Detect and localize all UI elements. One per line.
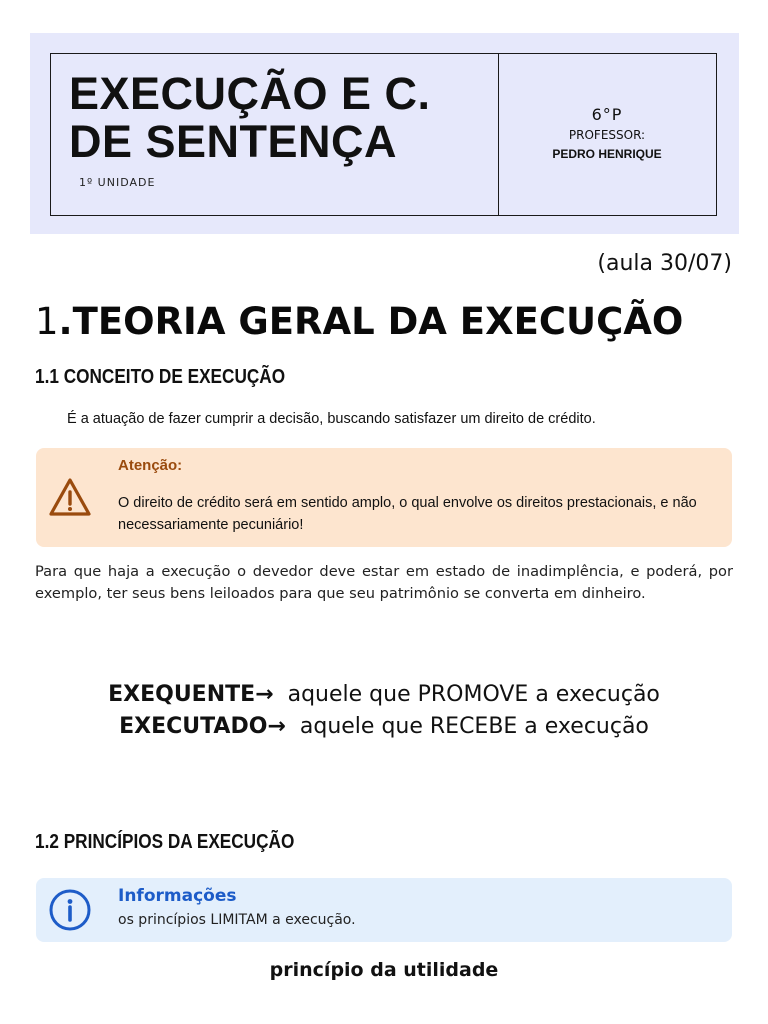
principle-heading: princípio da utilidade xyxy=(269,959,499,981)
definition-term: EXEQUENTE→ xyxy=(108,682,274,707)
header-box xyxy=(50,53,717,216)
warning-title: Atenção: xyxy=(118,457,183,474)
definition-text: aquele que PROMOVE a execução xyxy=(287,682,660,707)
warning-triangle-icon xyxy=(47,475,93,521)
execution-paragraph: Para que haja a execução o devedor deve estar em estado de inadimplência, e poderá, por exemplo, ter seus bens leiloados para que seu patrimônio se converta em dinheiro. xyxy=(35,563,733,602)
section-number: 1 xyxy=(35,300,59,343)
unit-label: 1º UNIDADE xyxy=(79,176,156,189)
professor-name: PEDRO HENRIQUE xyxy=(552,147,662,161)
info-title: Informações xyxy=(118,886,237,906)
warning-text: O direito de crédito será em sentido amplo, o qual envolve os direitos prestacionais, e não necessariamente pecuniário! xyxy=(118,495,697,533)
header-banner xyxy=(30,33,739,234)
title-line-1: EXECUÇÃO E C. xyxy=(69,68,431,119)
definition-row xyxy=(0,682,768,707)
professor-label: PROFESSOR: xyxy=(568,128,646,142)
section-title xyxy=(35,300,683,343)
grade-label: 6°P xyxy=(591,105,623,124)
definition-row xyxy=(0,714,768,739)
warning-callout xyxy=(36,448,732,547)
definition-text: aquele que RECEBE a execução xyxy=(299,714,649,739)
subsection-heading-1: 1.1 CONCEITO DE EXECUÇÃO xyxy=(35,366,286,388)
concept-paragraph: É a atuação de fazer cumprir a decisão, buscando satisfazer um direito de crédito. xyxy=(67,411,596,427)
section-title-text: .TEORIA GERAL DA EXECUÇÃO xyxy=(58,300,684,343)
info-text: os princípios LIMITAM a execução. xyxy=(118,912,356,928)
title-line-2: DE SENTENÇA xyxy=(69,116,398,167)
header-title-cell xyxy=(50,54,499,215)
definition-term: EXECUTADO→ xyxy=(119,714,286,739)
info-callout xyxy=(36,878,732,942)
lesson-date: (aula 30/07) xyxy=(597,251,732,276)
info-circle-icon xyxy=(48,888,92,932)
document-title xyxy=(69,70,431,166)
header-info-cell xyxy=(498,54,717,215)
subsection-heading-2: 1.2 PRINCÍPIOS DA EXECUÇÃO xyxy=(35,831,295,853)
